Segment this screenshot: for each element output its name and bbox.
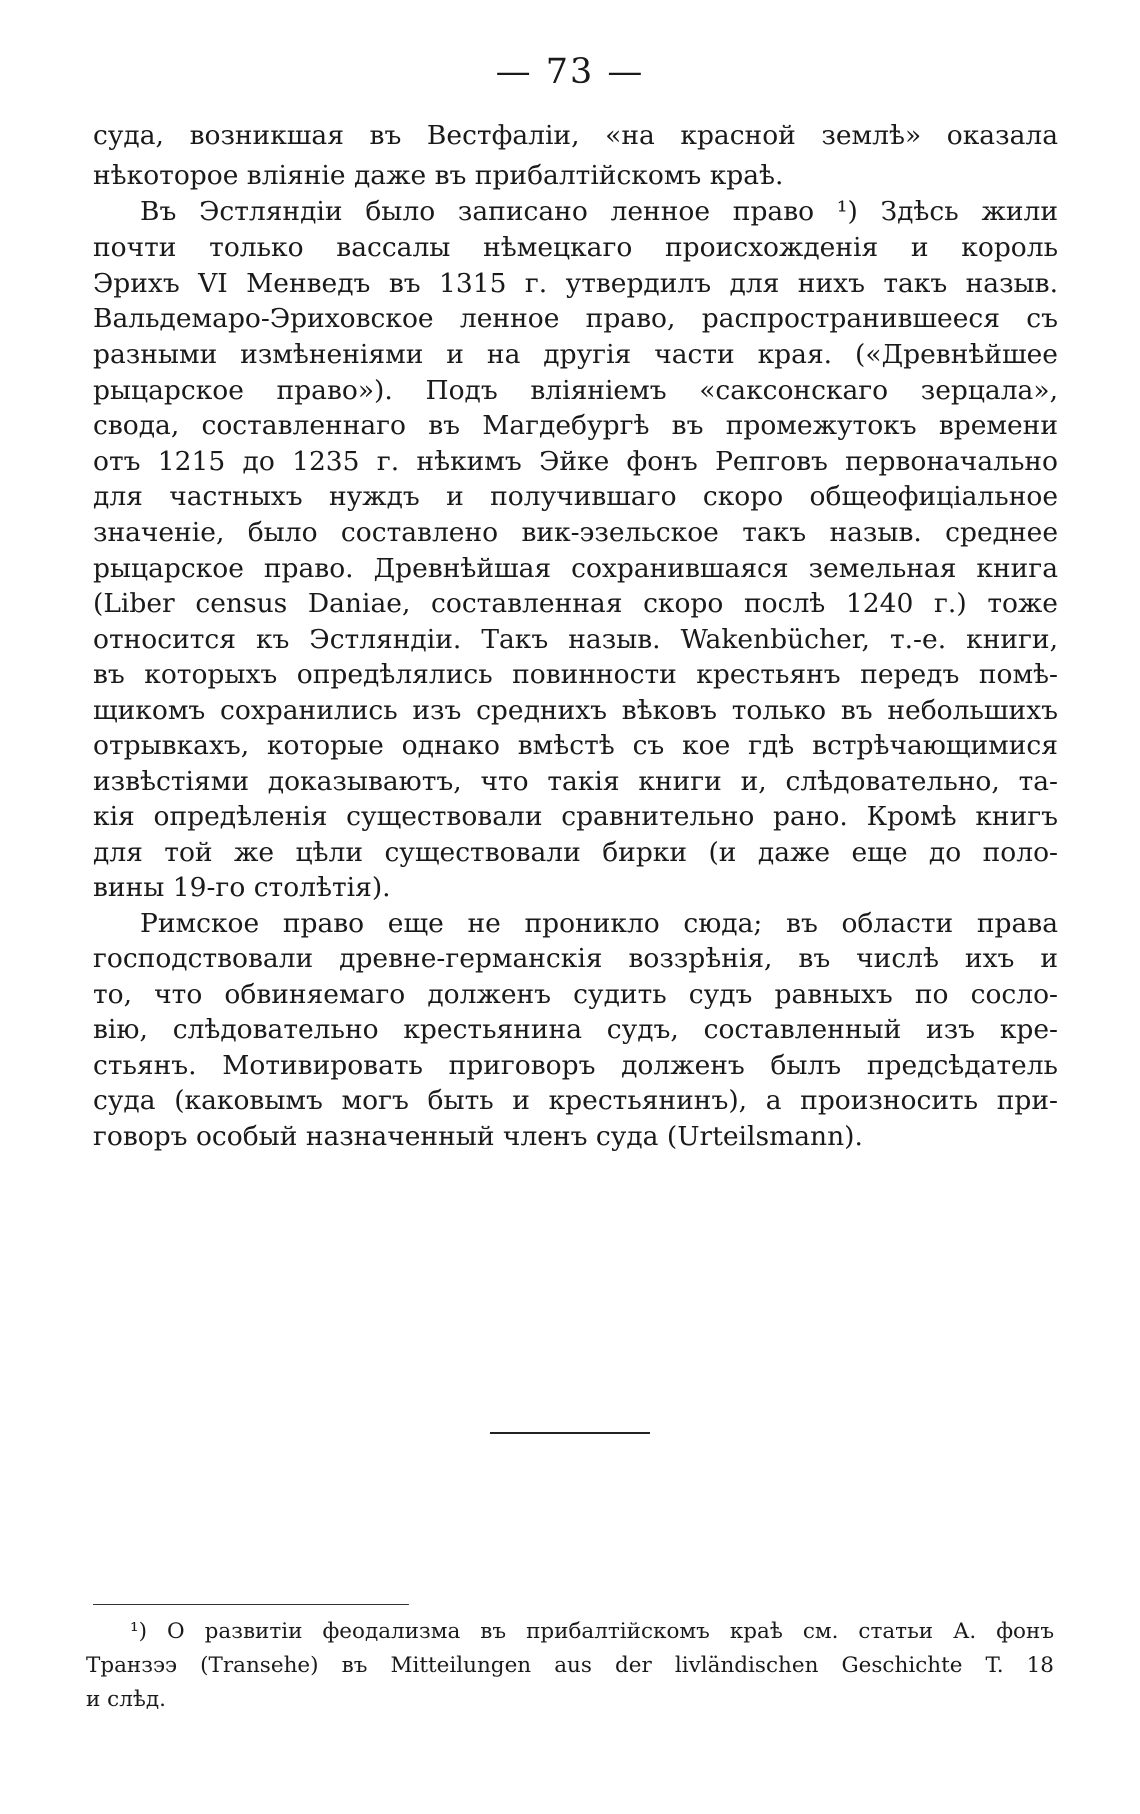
footnote-line: ¹) О развитіи феодализма въ прибалтійскомъ краѣ см. статьи А. фонъ xyxy=(130,1619,1054,1644)
footnote-line: и слѣд. xyxy=(86,1687,166,1712)
text-line: суда, возникшая въ Вестфаліи, «на красной землѣ» оказала xyxy=(93,120,1058,151)
text-line: отъ 1215 до 1235 г. нѣкимъ Эйке фонъ Репговъ первоначально xyxy=(93,446,1058,477)
text-line: вію, слѣдовательно крестьянина судъ, составленный изъ кре- xyxy=(93,1014,1058,1045)
text-line: для частныхъ нуждъ и получившаго скоро общеофиціальное xyxy=(93,481,1058,512)
text-line: вины 19-го столѣтія). xyxy=(93,872,391,903)
text-line: щикомъ сохранились изъ среднихъ вѣковъ только въ небольшихъ xyxy=(93,695,1058,726)
text-line: Вальдемаро-Эриховское ленное право, распространившееся съ xyxy=(93,303,1058,334)
footnote-line: Транзээ (Transehe) въ Mitteilungen aus der livländischen Geschichte T. 18 xyxy=(86,1653,1054,1678)
page-number: — 73 — xyxy=(495,52,645,92)
text-line: то, что обвиняемаго долженъ судить судъ равныхъ по сосло- xyxy=(93,979,1058,1010)
text-line: разными измѣненіями и на другія части края. («Древнѣйшее xyxy=(93,339,1058,370)
text-line: господствовали древне-германскія воззрѣнія, въ числѣ ихъ и xyxy=(93,943,1058,974)
text-line: кія опредѣленія существовали сравнительно рано. Кромѣ книгъ xyxy=(93,801,1058,832)
text-line: Эрихъ VI Менведъ въ 1315 г. утвердилъ для нихъ такъ назыв. xyxy=(93,268,1058,299)
text-line: въ которыхъ опредѣлялись повинности крестьянъ передъ помѣ- xyxy=(93,659,1058,690)
text-line: отрывкахъ, которые однако вмѣстѣ съ кое гдѣ встрѣчающимися xyxy=(93,730,1058,761)
text-line: Римское право еще не проникло сюда; въ области права xyxy=(140,908,1058,939)
text-line: для той же цѣли существовали бирки (и даже еще до поло- xyxy=(93,837,1058,868)
text-line: почти только вассалы нѣмецкаго происхожденія и король xyxy=(93,232,1058,263)
text-line: свода, составленнаго въ Магдебургѣ въ промежутокъ времени xyxy=(93,410,1058,441)
text-line: рыцарское право»). Подъ вліяніемъ «саксонскаго зерцала», xyxy=(93,375,1058,406)
text-line: (Liber census Daniae, составленная скоро послѣ 1240 г.) тоже xyxy=(93,588,1058,619)
footnote-divider xyxy=(93,1604,409,1605)
text-line: Въ Эстляндіи было записано ленное право ¹) Здѣсь жили xyxy=(140,196,1058,227)
text-line: стьянъ. Мотивировать приговоръ долженъ былъ предсѣдатель xyxy=(93,1050,1058,1081)
text-line: суда (каковымъ могъ быть и крестьянинъ), а произносить при- xyxy=(93,1085,1058,1116)
text-line: значеніе, было составлено вик-эзельское такъ назыв. среднее xyxy=(93,517,1058,548)
section-divider xyxy=(490,1432,650,1434)
text-line: нѣкоторое вліяніе даже въ прибалтійскомъ краѣ. xyxy=(93,160,784,191)
text-line: относится къ Эстляндіи. Такъ назыв. Wakenbücher, т.-е. книги, xyxy=(93,624,1058,655)
text-line: говоръ особый назначенный членъ суда (Urteilsmann). xyxy=(93,1121,863,1152)
text-line: рыцарское право. Древнѣйшая сохранившаяся земельная книга xyxy=(93,553,1058,584)
text-line: извѣстіями доказываютъ, что такія книги и, слѣдовательно, та- xyxy=(93,766,1058,797)
